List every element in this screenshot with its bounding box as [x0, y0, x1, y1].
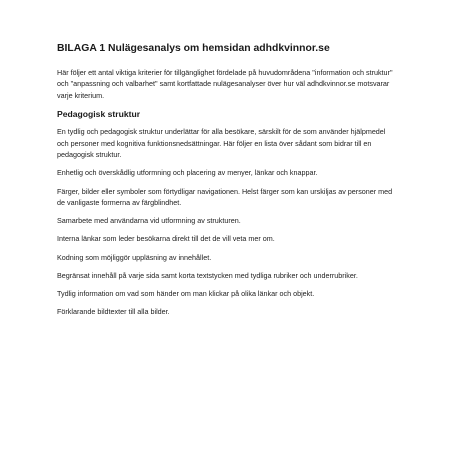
criterion-item: Tydlig information om vad som händer om man klickar på olika länkar och objekt. — [57, 289, 315, 299]
criterion-item: Samarbete med användarna vid utformning av strukturen. — [57, 216, 241, 226]
section-lead-paragraph: En tydlig och pedagogisk struktur underlättar för alla besökare, särskilt för de som använder hjälpmedel och personer med kognitiva funktionsnedsättningar. Här följer en lista över sådant som bidrar till en pedagogisk struktur. — [57, 127, 386, 160]
section-heading: Pedagogisk struktur — [57, 109, 141, 120]
criteria-list — [57, 167, 397, 317]
criterion-item: Enhetlig och överskådlig utformning och placering av menyer, länkar och knappar. — [57, 168, 318, 178]
criterion-item: Interna länkar som leder besökarna direkt till det de vill veta mer om. — [57, 234, 275, 244]
criterion-item: Kodning som möjliggör uppläsning av innehållet. — [57, 252, 212, 262]
criterion-item: Förklarande bildtexter till alla bilder. — [57, 307, 170, 317]
document-title: BILAGA 1 Nulägesanalys om hemsidan adhdkvinnor.se — [57, 43, 330, 54]
criterion-item: Färger, bilder eller symboler som förtydligar navigationen. Helst färger som kan urskiljas av personer med de vanligaste formerna av färgblindhet. — [57, 186, 393, 208]
criterion-item: Begränsat innehåll på varje sida samt korta textstycken med tydliga rubriker och underrubriker. — [57, 270, 358, 280]
intro-paragraph: Här följer ett antal viktiga kriterier för tillgänglighet fördelade på huvudområdena "information och struktur" och "anpassning och valbarhet" samt kortfattade nulägesanalyser över hur väl adhdkvinnor.se motsvarar varje kriterium. — [57, 68, 393, 100]
